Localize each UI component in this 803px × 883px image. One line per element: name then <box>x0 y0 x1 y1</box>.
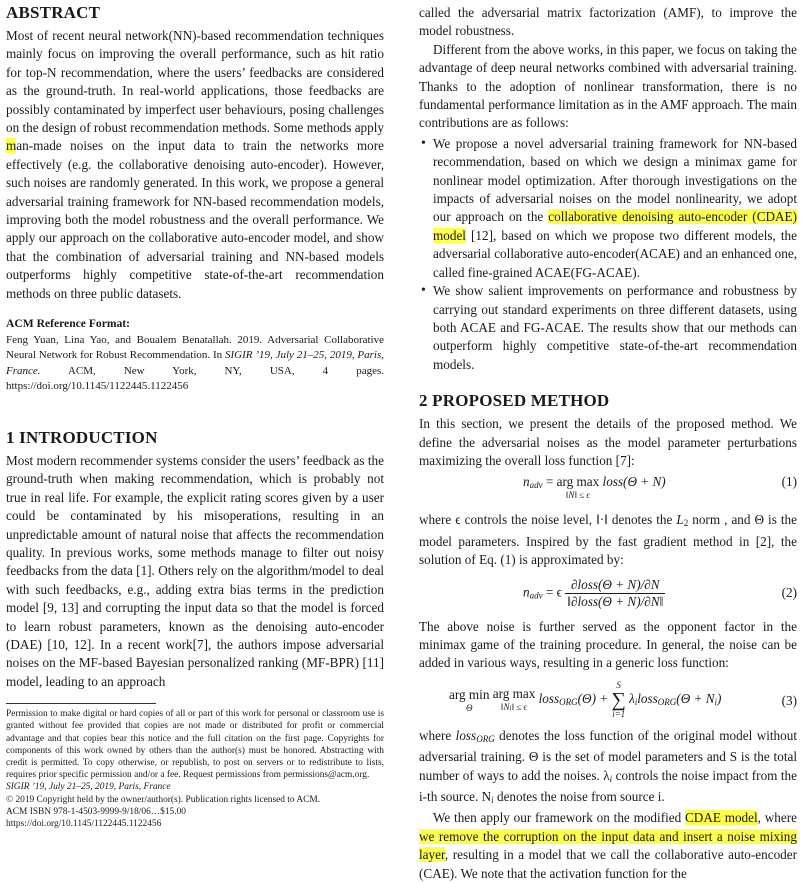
abstract-text: Most of recent neural network(NN)-based recommendation techniques mainly focus on improving the overall performance, such as hit ratio for top-N recommendation, where the users’ feedbacks are considered as the ground-truth. In real-world applications, those feedbacks are possibly contaminated by imperfect user behaviours, posing challenges on the design of robust recommendation methods. Some methods apply man-made noises on the input data to train the networks more effectively (e.g. the collaborative denoising auto-encoder). However, such noises are randomly generated. In this work, we propose a general adversarial training framework for NN-based recommendation models, improving both the model robustness and the overall performance. We apply our approach on the collaborative auto-encoder model, and show that the combination of adversarial training and NN-based models outperforms highly competitive state-of-the-art recommendation methods on three public datasets. <box>6 28 384 301</box>
left-column <box>6 0 384 830</box>
permission-isbn: ACM ISBN 978-1-4503-9999-9/18/06…$15.00 <box>6 806 186 817</box>
abstract-heading: ABSTRACT <box>6 3 101 22</box>
contribution-item-2: • We show salient improvements on performance and robustness by carrying out standard experiments on three different datasets, using both ACAE and FG-ACAE. The results show that our methods can outperform highly competitive state-of-the-art recommendation models. <box>433 282 797 374</box>
intro-continuation: called the adversarial matrix factorization (AMF), to improve the model robustness. <box>419 5 797 39</box>
method-paragraph-4: where loss$_{ORG}$ denotes the loss function of the original model without adversarial training. Θ is the set of model parameters and S is the total number of ways to add the noises. $\lambda_i$ controls the noise impact from the i-th source. $N_i$ denotes the noise from source i. <box>419 727 797 805</box>
highlight-noise-layer: we remove the corruption on the input data and insert a noise mixing layer <box>419 828 797 863</box>
introduction-heading: 1 INTRODUCTION <box>6 427 158 447</box>
permission-venue: SIGIR ’19, July 21–25, 2019, Paris, France <box>6 782 171 793</box>
highlight-cdae-model: CDAE model <box>685 810 758 826</box>
permission-copyright: © 2019 Copyright held by the owner/author(s). Publication rights licensed to ACM. <box>6 794 321 805</box>
acm-reference-title: ACM Reference Format: <box>6 317 131 331</box>
equation-3-number: (3) <box>781 692 797 708</box>
equation-2: $n_{adv} = \epsilon$ $\frac{\text{∂loss(Θ + N)/∂N}}{\text{‖∂loss(Θ + N)/∂N‖}}$ (2) <box>523 576 797 609</box>
equation-3: arg min Θ arg max ‖Ni‖ ≤ ϵ loss$_{ORG}$(Θ) + S ∑ i=1 $\lambda_iloss_{ORG}(\Theta + N_i)$ (3) <box>449 679 797 719</box>
method-paragraph-5: We then apply our framework on the modified CDAE model, where we remove the corruption on the input data and insert a noise mixing layer, resulting in a model that we call the collaborative auto-encoder (CAE). We note that the activation function for the <box>419 810 797 881</box>
acm-reference-text: Feng Yuan, Lina Yao, and Boualem Benatallah. 2019. Adversarial Collaborative Neural Network for Robust Recommendation. In SIGIR ’19, July 21–25, 2019, Paris, France. ACM, New York, NY, USA, 4 pages. https://doi.org/10.1145/1122445.1122456 <box>6 334 385 392</box>
method-heading: 2 PROPOSED METHOD <box>419 391 610 411</box>
highlight-cdae: collaborative denoising auto-encoder (CDAE) model <box>433 209 797 243</box>
intro-paragraph-2: Different from the above works, in this paper, we focus on taking the advantage of deep neural networks combined with adversarial training. Thanks to the adoption of nonlinear transformation, there is no fundamental performance limitation as in the AMF approach. The main contributions are as follows: <box>419 41 797 131</box>
equation-1: $n_{adv}$ = arg max ‖N‖ ≤ ϵ loss(Θ + N) (1) <box>523 474 797 501</box>
introduction-text: Most modern recommender systems consider the users’ feedback as the ground-truth when making recommendation, which is probably not true in real life. For example, the explicit rating scores given by a user could be contaminated by his misoperations, resulting in an unpredictable amount of natural noise that affects the recommendation quality. In previous works, some methods manage to filter out noisy feedbacks from the data [1]. Others rely on the algorithm/model to deal with such feedbacks, e.g., adding extra bias terms in the prediction model [9, 13] and corrupting the input data so that the model is forced to learn robust parameters, known as the denoising auto-encoder (DAE) [10, 12]. In a recent work[7], the authors impose adversarial noises on the MF-based Bayesian personalized ranking (MF-BPR) [11] model, leading to an approach <box>6 452 384 689</box>
equation-2-number: (2) <box>781 584 797 600</box>
right-column <box>419 0 797 883</box>
permission-text: Permission to make digital or hard copies of all or part of this work for personal or classroom use is granted without fee provided that copies are not made or distributed for profit or commercial advantage and that copies bear this notice and the full citation on the first page. Copyrights for components of this work owned by others than the author(s) must be honored. Abstracting with credit is permitted. To copy otherwise, or republish, to post on servers or to redistribute to lists, requires prior specific permission and/or a fee. Request permissions from permissions@acm.org. <box>6 709 384 781</box>
method-paragraph-3: The above noise is further served as the opponent factor in the minimax game of the training procedure. In general, the noise can be added in various ways, resulting in a generic loss function: <box>419 618 797 671</box>
permission-doi: https://doi.org/10.1145/1122445.1122456 <box>6 819 162 830</box>
method-paragraph-1: In this section, we present the details of the proposed method. We define the adversarial noises as the model parameter perturbations maximizing the overall loss function [7]: <box>419 416 797 468</box>
method-paragraph-2: where ϵ controls the noise level, ‖·‖ denotes the $L_2$ norm , and Θ is the model parameters. Inspired by the fast gradient method in [2], the solution of Eq. (1) is approximated by: <box>419 512 797 568</box>
highlight-mark: m <box>6 138 17 154</box>
footnote-divider <box>6 703 156 704</box>
permission-block <box>6 708 384 830</box>
contribution-item-1: • We propose a novel adversarial training framework for NN-based recommendation, based on which we design a minimax game for nonlinear model optimization. After thorough investigations on the impacts of adversarial noises on the model nonlinearity, we adopt our approach on the collaborative denoising auto-encoder (CDAE) model [12], based on which we propose two different models, the adversarial collaborative auto-encoder(ACAE) and an enhanced one, called fine-grained ACAE(FG-ACAE). <box>433 135 797 282</box>
contribution-list <box>419 135 797 374</box>
equation-1-number: (1) <box>781 474 797 490</box>
